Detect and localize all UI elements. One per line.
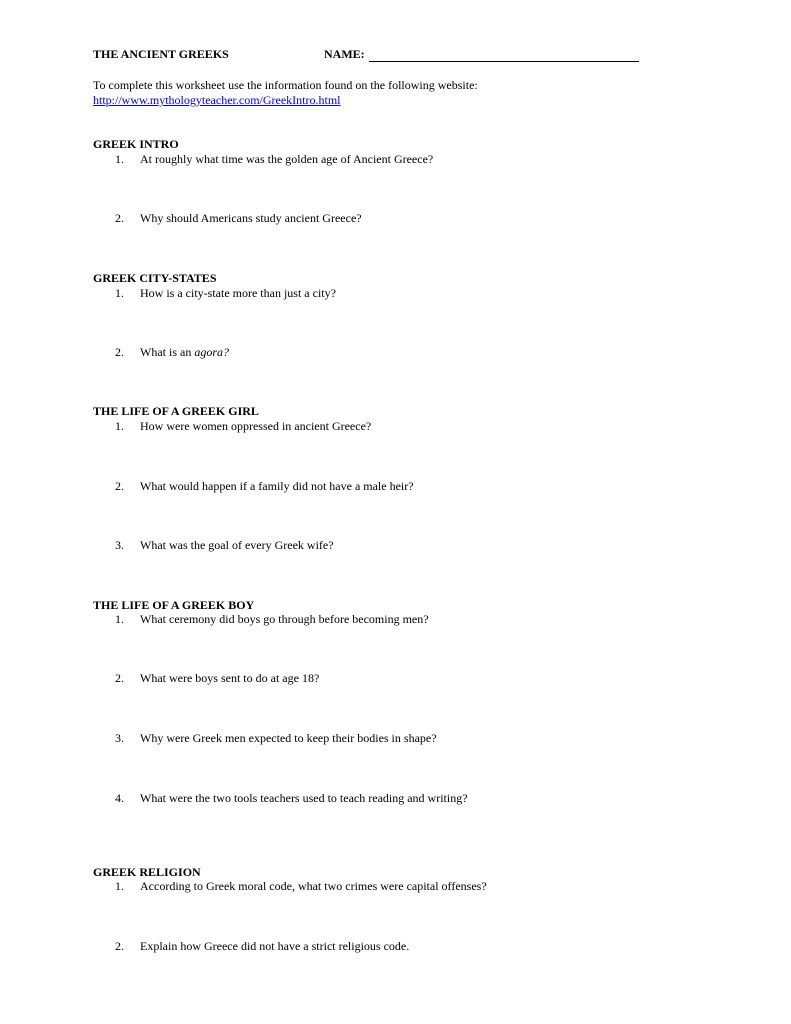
question-item [115,939,409,954]
question-item [115,791,468,806]
question-item [115,286,336,301]
question-emphasis: agora? [194,345,229,359]
question-text: What is an [140,345,192,359]
question-number: 3. [115,538,124,552]
question-item [115,671,319,686]
question-item [115,879,487,894]
question-number: 2. [115,345,124,359]
section-heading-greek-girl: THE LIFE OF A GREEK GIRL [93,404,259,418]
question-number: 2. [115,671,124,685]
question-item [115,612,429,627]
question-number: 1. [115,286,124,300]
question-number: 2. [115,939,124,953]
question-text: What ceremony did boys go through before becoming men? [140,612,429,626]
question-number: 4. [115,791,124,805]
section-heading-greek-boy: THE LIFE OF A GREEK BOY [93,598,255,612]
question-item [115,731,437,746]
question-text: At roughly what time was the golden age of Ancient Greece? [140,152,434,166]
question-text: Why were Greek men expected to keep their bodies in shape? [140,731,437,745]
website-link[interactable]: http://www.mythologyteacher.com/GreekIntro.html [93,93,341,107]
question-text: Explain how Greece did not have a strict religious code. [140,939,410,953]
question-item [115,419,371,434]
question-text: What were the two tools teachers used to teach reading and writing? [140,791,468,805]
question-item [115,211,362,226]
intro-text: To complete this worksheet use the information found on the following website: [93,78,478,92]
question-number: 1. [115,879,124,893]
name-answer-line[interactable] [369,61,639,62]
section-heading-greek-city-states: GREEK CITY-STATES [93,271,217,285]
question-text: According to Greek moral code, what two crimes were capital offenses? [140,879,487,893]
question-item [115,479,414,494]
question-number: 1. [115,612,124,626]
name-label: NAME: [324,47,365,61]
question-text: What was the goal of every Greek wife? [140,538,334,552]
question-text: What were boys sent to do at age 18? [140,671,320,685]
question-item [115,538,334,553]
question-text: What would happen if a family did not have a male heir? [140,479,414,493]
question-number: 2. [115,211,124,225]
question-number: 1. [115,419,124,433]
section-heading-greek-intro: GREEK INTRO [93,137,179,151]
section-heading-greek-religion: GREEK RELIGION [93,865,201,879]
question-number: 3. [115,731,124,745]
page-title: THE ANCIENT GREEKS [93,47,229,61]
question-item [115,152,433,167]
question-item [115,345,229,360]
question-text: How were women oppressed in ancient Greece? [140,419,372,433]
question-text: Why should Americans study ancient Greece? [140,211,362,225]
question-number: 2. [115,479,124,493]
question-text: How is a city-state more than just a city? [140,286,336,300]
question-number: 1. [115,152,124,166]
